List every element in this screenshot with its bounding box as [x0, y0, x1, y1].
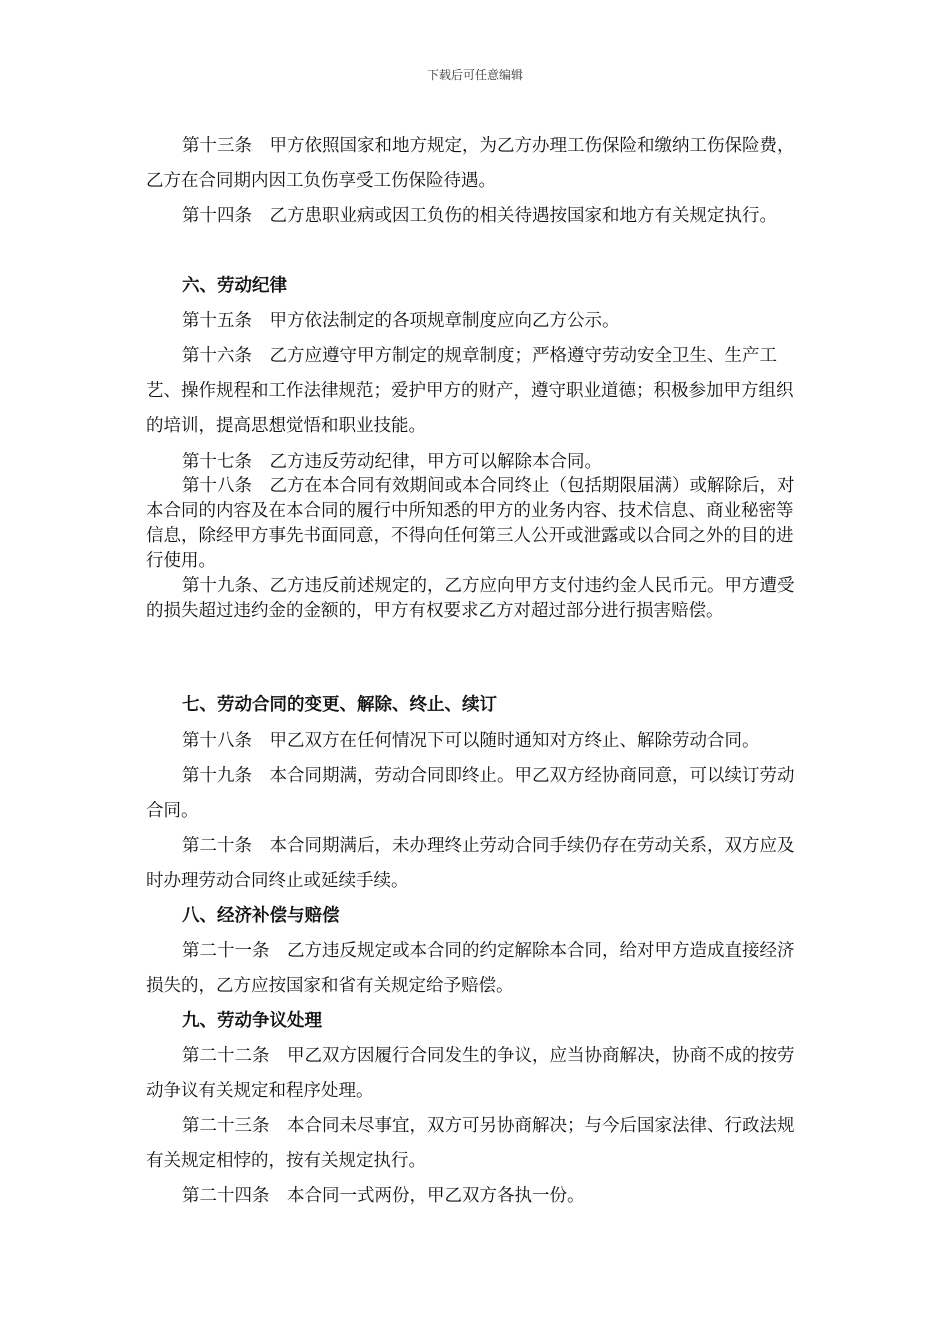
article-17: 第十七条 乙方违反劳动纪律，甲方可以解除本合同。	[182, 452, 602, 472]
article-21: 第二十一条 乙方违反规定或本合同的约定解除本合同，给对甲方造成直接经济损失的，乙方应按国家和省有关规定给予赔偿。	[146, 941, 795, 996]
page-header: 下载后可任意编辑	[426, 68, 523, 82]
article-22: 第二十二条 甲乙双方因履行合同发生的争议，应当协商解决，协商不成的按劳动争议有关规定和程序处理。	[146, 1046, 795, 1101]
section-heading-7: 七、劳动合同的变更、解除、终止、续订	[182, 695, 497, 715]
article-23: 第二十三条 本合同未尽事宜，双方可另协商解决；与今后国家法律、行政法规有关规定相悖的，按有关规定执行。	[146, 1116, 795, 1171]
section-heading-8: 八、经济补偿与赔偿	[182, 906, 340, 926]
article-16: 第十六条 乙方应遵守甲方制定的规章制度；严格遵守劳动安全卫生、生产工艺、操作规程和工作法律规范；爱护甲方的财产，遵守职业道德；积极参加甲方组织的培训，提高思想觉悟和职业技能。	[146, 346, 794, 436]
article-18-termination: 第十八条 甲乙双方在任何情况下可以随时通知对方终止、解除劳动合同。	[182, 731, 760, 751]
article-19-penalty: 第十九条、乙方违反前述规定的，乙方应向甲方支付违约金人民币元。甲方遭受的损失超过违约金的金额的，甲方有权要求乙方对超过部分进行损害赔偿。	[146, 576, 795, 621]
article-14: 第十四条 乙方患职业病或因工负伤的相关待遇按国家和地方有关规定执行。	[182, 206, 777, 226]
article-20: 第二十条 本合同期满后，未办理终止劳动合同手续仍存在劳动关系，双方应及时办理劳动合同终止或延续手续。	[146, 836, 795, 891]
article-13: 第十三条 甲方依照国家和地方规定，为乙方办理工伤保险和缴纳工伤保险费，乙方在合同期内因工负伤享受工伤保险待遇。	[146, 136, 795, 191]
article-15: 第十五条 甲方依法制定的各项规章制度应向乙方公示。	[182, 311, 620, 331]
section-heading-9: 九、劳动争议处理	[182, 1011, 322, 1031]
section-heading-6: 六、劳动纪律	[182, 276, 287, 296]
article-18-confidentiality: 第十八条 乙方在本合同有效期间或本合同终止（包括期限届满）或解除后，对本合同的内容及在本合同的履行中所知悉的甲方的业务内容、技术信息、商业秘密等信息，除经甲方事先书面同意，不得向任何第三人公开或泄露或以合同之外的目的进行使用。	[146, 476, 795, 571]
article-19-expiry: 第十九条 本合同期满，劳动合同即终止。甲乙双方经协商同意，可以续订劳动合同。	[146, 766, 795, 821]
article-24: 第二十四条 本合同一式两份，甲乙双方各执一份。	[182, 1186, 585, 1206]
